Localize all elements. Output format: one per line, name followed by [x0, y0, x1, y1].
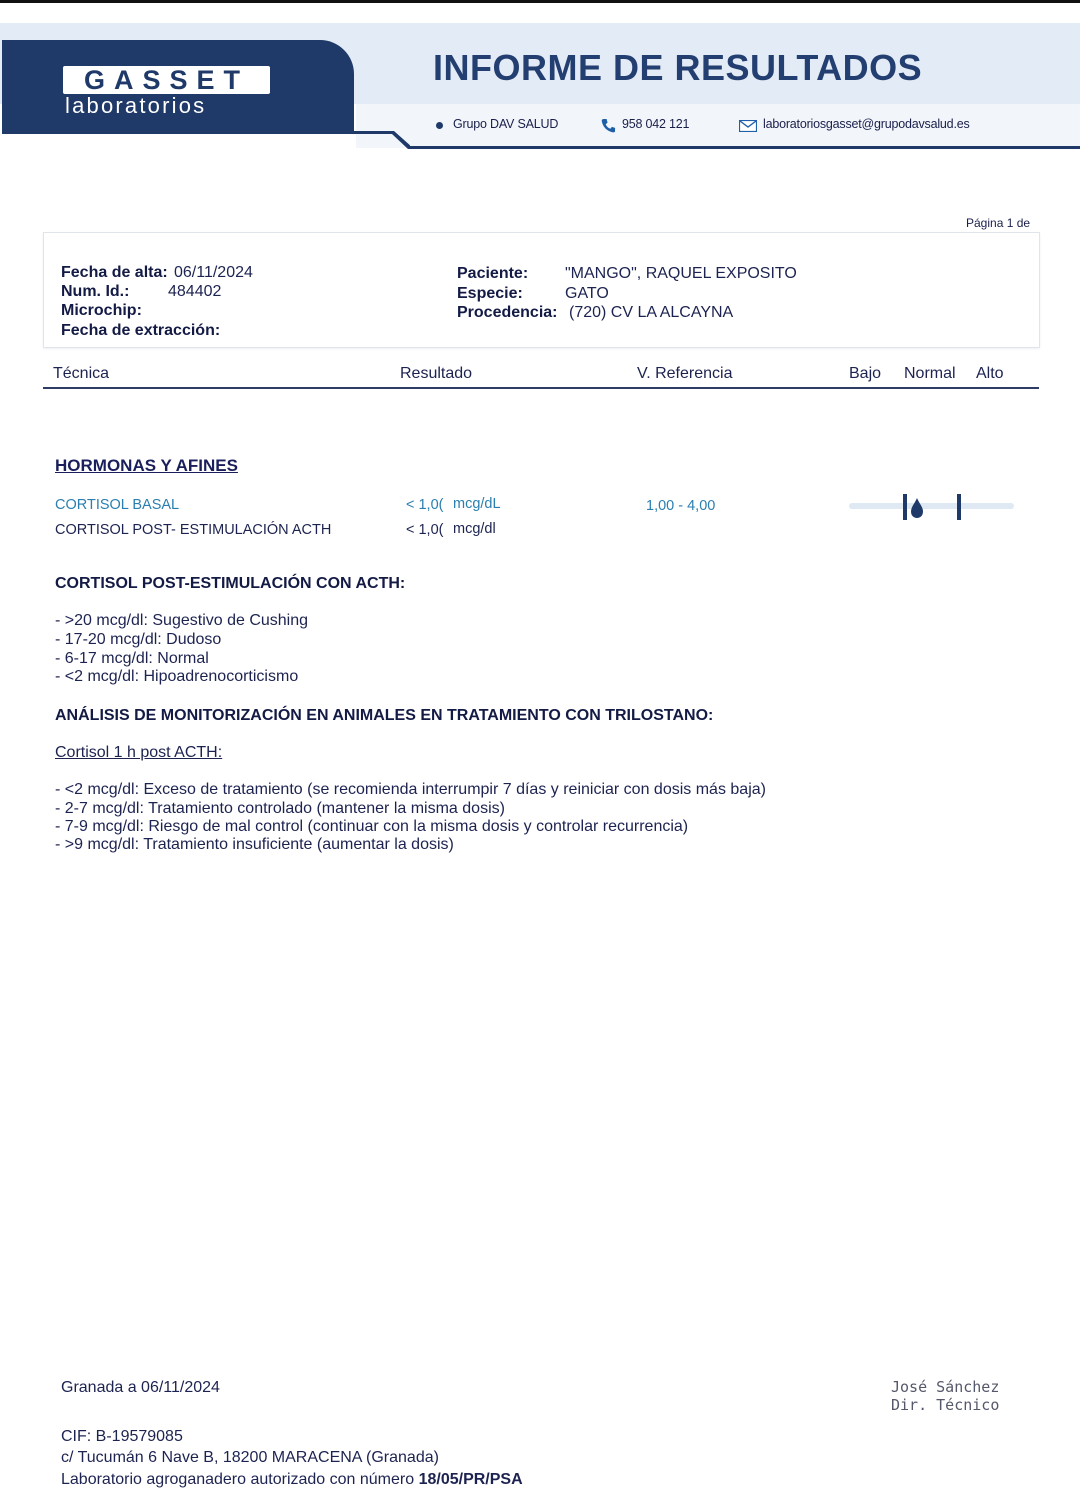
place-date: Granada a 06/11/2024 [61, 1379, 220, 1396]
fecha-extraccion-label: Fecha de extracción: [61, 322, 221, 339]
fecha-alta-value: 06/11/2024 [174, 264, 253, 281]
notes-acth-line: - 6-17 mcg/dl: Normal [55, 650, 209, 667]
notes-acth-line: - >20 mcg/dl: Sugestivo de Cushing [55, 612, 309, 629]
result-unit: mcg/dl [453, 521, 496, 537]
bullet-icon [436, 122, 443, 129]
col-bajo: Bajo [849, 365, 882, 382]
especie-value: GATO [565, 285, 609, 302]
address: c/ Tucumán 6 Nave B, 18200 MARACENA (Granada) [61, 1449, 439, 1466]
signature [891, 1378, 999, 1414]
signature-title: Dir. Técnico [891, 1396, 1000, 1414]
email-address: laboratoriosgasset@grupodavsalud.es [763, 117, 970, 131]
cif: CIF: B-19579085 [61, 1428, 183, 1445]
header-rule [410, 146, 1080, 149]
col-tecnica: Técnica [53, 365, 110, 382]
notes-acth-line: - 17-20 mcg/dl: Dudoso [55, 631, 222, 648]
gauge-track [849, 503, 1014, 509]
notes-trilostano-title: ANÁLISIS DE MONITORIZACIÓN EN ANIMALES EN TRATAMIENTO CON TRILOSTANO: [55, 707, 714, 724]
authorization [61, 1471, 523, 1489]
phone-icon [601, 118, 616, 133]
authorization-text: Laboratorio agroganadero autorizado con número [61, 1471, 415, 1488]
logo-gasset: GASSET [63, 66, 270, 94]
mail-icon [739, 120, 757, 132]
col-referencia: V. Referencia [637, 365, 733, 382]
top-border [0, 0, 1080, 3]
result-value: < 1,0( [406, 522, 444, 538]
gauge-high-marker [957, 494, 961, 520]
fecha-alta-label: Fecha de alta: [61, 264, 168, 281]
result-unit: mcg/dL [453, 496, 501, 512]
group-name: Grupo DAV SALUD [453, 117, 559, 131]
logo-laboratorios: laboratorios [65, 93, 207, 118]
procedencia-value: (720) CV LA ALCAYNA [569, 304, 734, 321]
page-number: Página 1 de [966, 216, 1031, 230]
section-title: HORMONAS Y AFINES [55, 456, 238, 475]
procedencia-label: Procedencia: [457, 304, 558, 321]
num-id-value: 484402 [168, 283, 222, 300]
authorization-number: 18/05/PR/PSA [418, 1471, 523, 1488]
phone-number: 958 042 121 [622, 117, 690, 131]
signature-name: José Sánchez [891, 1378, 1000, 1396]
num-id-label: Num. Id.: [61, 283, 130, 300]
table-header-rule [43, 387, 1039, 389]
notes-trilostano-line: - <2 mcg/dl: Exceso de tratamiento (se recomienda interrumpir 7 días y reiniciar con dosis más baja) [55, 781, 766, 798]
col-alto: Alto [976, 365, 1004, 382]
notes-acth-title: CORTISOL POST-ESTIMULACIÓN CON ACTH: [55, 575, 406, 592]
especie-label: Especie: [457, 285, 523, 302]
gauge-low-marker [903, 494, 907, 520]
header-rule-corner [350, 131, 410, 149]
col-resultado: Resultado [400, 365, 473, 382]
paciente-value: "MANGO", RAQUEL EXPOSITO [565, 265, 797, 282]
notes-trilostano-line: - 7-9 mcg/dl: Riesgo de mal control (continuar con la misma dosis y controlar recurrencia) [55, 818, 689, 835]
report-title: INFORME DE RESULTADOS [433, 47, 923, 88]
microchip-label: Microchip: [61, 302, 142, 319]
col-normal: Normal [904, 365, 956, 382]
notes-trilostano-subtitle: Cortisol 1 h post ACTH: [55, 744, 223, 761]
result-value: < 1,0( [406, 497, 444, 513]
result-name: CORTISOL BASAL [55, 497, 180, 513]
paciente-label: Paciente: [457, 265, 529, 282]
result-reference: 1,00 - 4,00 [646, 498, 716, 514]
notes-acth-line: - <2 mcg/dl: Hipoadrenocorticismo [55, 668, 299, 685]
notes-trilostano-line: - 2-7 mcg/dl: Tratamiento controlado (mantener la misma dosis) [55, 800, 505, 817]
result-name: CORTISOL POST- ESTIMULACIÓN ACTH [55, 522, 332, 538]
gauge-value-drop-icon [909, 497, 925, 519]
notes-trilostano-line: - >9 mcg/dl: Tratamiento insuficiente (aumentar la dosis) [55, 836, 454, 853]
